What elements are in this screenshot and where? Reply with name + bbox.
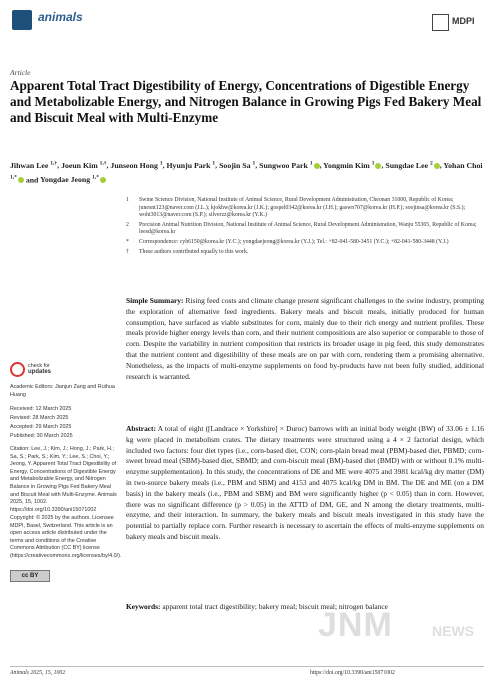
abstract — [126, 424, 484, 543]
author-name[interactable]: Jihwan Lee $^{1,\dagger}$ — [10, 160, 58, 170]
watermark-logo: JNM — [318, 606, 393, 644]
author-name[interactable]: Sungdae Lee $^2$ — [385, 161, 439, 170]
abstract-label: Abstract: — [126, 424, 156, 433]
author-affiliation-mark: 1 — [212, 160, 216, 166]
citation-block: Citation: Lee, J.; Kim, J.; Hong, J.; Park, H.; Sa, S.; Park, S.; Kim, Y.; Lee, S.; Choi, Y.; Jeong, Y. Apparent Total Tract Digestibility of Energy, Concentrations of Digestible Energy and Metabolizable Energy, and Nitrogen Balance in Growing Pigs Fed Bakery Meal and Biscuit Meal with Multi-Enzyme. Animals 2025, 15, 1002. https://doi.org/10.3390/ani15071002 — [10, 446, 117, 513]
author-name[interactable]: Joeun Kim $^{1,\dagger}$ — [61, 160, 107, 170]
author-affiliation-mark: 1,* — [92, 174, 99, 181]
author-list: Jihwan Lee $^{1,\dagger}$, Joeun Kim $^{1,\dagger}$, Junseon Hong $^1$, Hyunju Park $^1$, Soojin Sa $^1$, Sungwoo Park $^1$ , Yongmin Kim $^1$ , Sungdae Lee $^2$ , Yohan Choi $^{1,*}$ and Yongdae Jeong $^{1,*}$ — [10, 160, 483, 185]
article-title: Apparent Total Tract Digestibility of Energy, Concentrations of Digestible Energy and Metabolizable Energy, and Nitrogen Balance in Growing Pigs Fed Bakery Meal and Biscuit Meal with Multi-Enzyme — [10, 78, 482, 125]
copyright-block: Copyright: © 2025 by the authors. Licensee MDPI, Basel, Switzerland. This article is an open access article distributed under the terms and conditions of the Creative Commons Attribution (CC BY) license (https://creativecommons.org/licenses/by/4.0/). — [10, 515, 122, 559]
cc-license-badge[interactable]: cc BY — [10, 570, 50, 582]
orcid-icon[interactable] — [314, 163, 320, 169]
author-affiliation-mark: 1,† — [50, 160, 58, 166]
affiliation-mark: † — [126, 248, 129, 255]
keywords-label: Keywords: — [126, 602, 161, 611]
watermark-logo-sub: NEWS — [432, 623, 474, 639]
orcid-icon[interactable] — [100, 177, 106, 183]
article-type: Article — [10, 68, 31, 77]
simple-summary-label: Simple Summary: — [126, 296, 184, 305]
journal-name: animals — [38, 10, 83, 24]
affiliation-item — [126, 197, 484, 220]
author-name[interactable]: Sungwoo Park $^1$ — [259, 161, 319, 170]
affiliation-mark: * — [126, 238, 129, 245]
simple-summary — [126, 296, 484, 382]
orcid-icon[interactable] — [434, 163, 440, 169]
check-for-updates-icon[interactable] — [10, 362, 25, 377]
journal-logo-icon — [12, 10, 32, 30]
author-affiliation-mark: 1 — [309, 160, 313, 166]
academic-editors: Academic Editors: Jianjun Zang and Ruihua Huang — [10, 384, 115, 398]
keywords-text: apparent total tract digestibility; bakery meal; biscuit meal; nitrogen balance — [162, 602, 388, 611]
published-date: Published: 30 March 2025 — [10, 433, 73, 439]
keywords — [126, 602, 484, 613]
affiliations — [126, 197, 484, 258]
check-line2: updates — [28, 369, 52, 376]
affiliation-mark: 2 — [126, 221, 129, 228]
footer-divider — [10, 666, 484, 667]
author-name[interactable]: Soojin Sa $^1$ — [219, 160, 256, 170]
author-affiliation-mark: 1 — [252, 160, 256, 166]
affiliation-text: Correspondence: cyh6150@korea.kr (Y.C.); yongdaejeong@korea.kr (Y.J.); Tel.: +82-041-580-3451 (Y.C.); +82-041-580-3448 (Y.J.) — [139, 238, 449, 245]
affiliation-text: These authors contributed equally to this work. — [139, 248, 249, 255]
mdpi-logo-icon — [432, 14, 449, 31]
accepted-date: Accepted: 29 March 2025 — [10, 424, 72, 430]
footer-doi-link[interactable]: https://doi.org/10.3390/ani15071002 — [310, 670, 395, 676]
orcid-icon[interactable] — [375, 163, 381, 169]
author-affiliation-mark: 1,† — [99, 160, 107, 166]
affiliation-item — [126, 239, 484, 247]
check-for-updates-label[interactable] — [28, 363, 51, 376]
simple-summary-text: Rising feed costs and climate change present significant challenges to the swine industry, prompting the exploration of alternative feed ingredients. Bakery meals and biscuit meals, initially produced for human consumption, have surfaced as viable substitutes for corn, mainly due to their rich energy and nutrient profiles. These meals provide higher energy levels than corn, and their nutrient compositions are also superior or comparable to those of corn. Despite the variability in nutrient composition that restricts its broader usage in pig feed, this study demonstrates that the nutrient content and digestibility of these meals are on par with corn, rendering them a promising alternative. Nonetheless, as the impacts of multi-enzyme supplements on food by-products have not been fully studied, additional research is warranted. — [126, 296, 484, 381]
author-affiliation-mark: 1,* — [10, 174, 17, 181]
received-date: Received: 12 March 2025 — [10, 406, 72, 412]
footer-citation: Animals 2025, 15, 1002 — [10, 670, 66, 676]
check-line1: check for — [28, 363, 50, 369]
affiliation-text: Swine Science Division, National Institute of Animal Science, Rural Development Administration, Cheonan 31000, Republic of Korea; junesnt123@naver.com (J.L.); kjokhw@korea.kr (J.K.); gospel0342@korea.kr (J.H.); gaswn707@korea.kr (H.P.); soojinsa@korea.kr (S.S.); woht3013@naver.com (S.P.); silverzz@korea.kr (Y.K.) — [139, 197, 466, 219]
affiliation-mark: 1 — [126, 197, 129, 203]
affiliation-item — [126, 249, 484, 257]
author-affiliation-mark: 1 — [159, 160, 163, 166]
revised-date: Revised: 28 March 2025 — [10, 415, 69, 421]
affiliation-item — [126, 222, 484, 237]
abstract-text: A total of eight ([Landrace × Yorkshire] × Duroc) barrows with an initial body weight (BW) of 33.06 ± 1.16 kg were placed in metabolism crates. The dietary treatments were structured using a 4 × 2 factorial design, which included two factors: four diet types (i.e., corn-based diet, CON; corn-plain bread meal (PBM)-based diet, PBMD; corn-sweet bread meal (SBM)-based diet, SBMD; and corn-biscuit meal (BM)-based diet (BMD) with or without 0.1% multi-enzyme supplementation). In this study, the concentrations of DE and ME were 4075 and 3981 kcal/kg dry matter (DM) in two-source bakery meals (i.e., PBM and SBM) and 4153 and 4075 kcal/kg DM in BM. The DE and ME (on a DM basis) in the bakery meals (i.e., PBM and SBM) and BM were significantly higher (p < 0.05) than in corn. However, there was no significant difference (p > 0.05) in the ATTD of DM, GE, and N among the dietary treatments, multi-enzyme, and their interaction. In summary, the bakery meals and biscuit meals investigated in this study have the potential to partially replace corn. Further research is necessary to ascertain the effects of multi-enzyme supplements on bakery meals and biscuit meals. — [126, 424, 484, 541]
orcid-icon[interactable] — [18, 177, 24, 183]
author-affiliation-mark: 2 — [429, 160, 433, 166]
affiliation-text: Precision Animal Nutrition Division, National Institute of Animal Science, Rural Development Administration, Wanju 55365, Republic of Korea; leesd@korea.kr — [139, 221, 477, 236]
author-name[interactable]: Hyunju Park $^1$ — [166, 160, 216, 170]
author-name[interactable]: Yohan Choi $^{1,*}$ — [10, 161, 483, 185]
publisher-name: MDPI — [452, 16, 475, 26]
author-name[interactable]: Yongdae Jeong $^{1,*}$ — [40, 175, 106, 184]
author-affiliation-mark: 1 — [371, 160, 375, 166]
author-name[interactable]: Yongmin Kim $^1$ — [323, 161, 381, 170]
author-name[interactable]: Junseon Hong $^1$ — [110, 160, 163, 170]
